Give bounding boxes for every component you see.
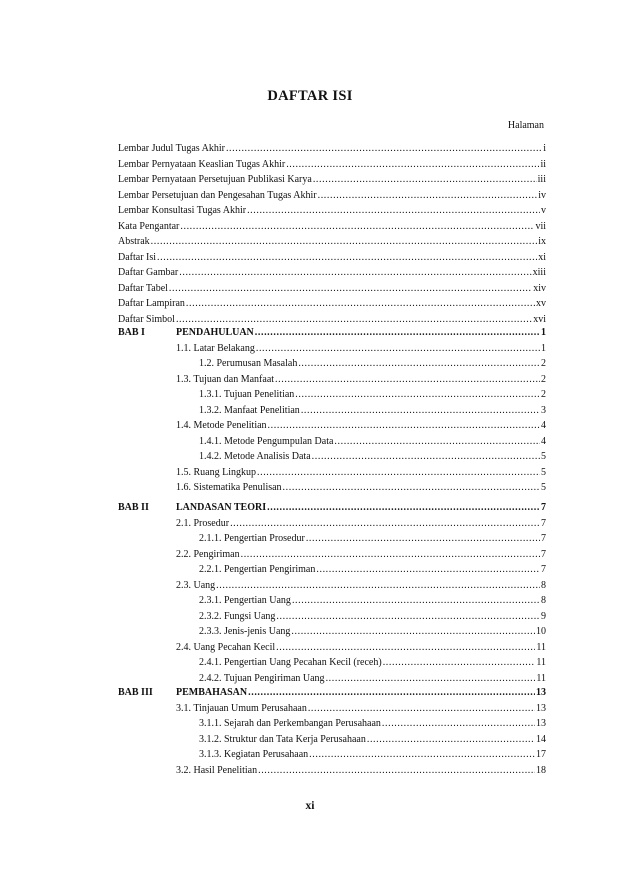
toc-entry-page: 7 xyxy=(541,548,546,560)
toc-entry-page: 5 xyxy=(541,482,546,493)
toc-entry-label: 2.3.3. Jenis-jenis Uang xyxy=(199,626,291,637)
toc-section-entry xyxy=(176,641,546,654)
dot-leader xyxy=(258,764,535,777)
dot-leader xyxy=(316,563,540,576)
toc-entry-page: iii xyxy=(537,174,546,185)
dot-leader xyxy=(309,748,535,761)
toc-section-entry xyxy=(176,419,546,432)
toc-entry-page: xi xyxy=(538,251,546,263)
chapter-number: BAB III xyxy=(118,687,153,698)
toc-entry-page: 3 xyxy=(541,404,546,416)
toc-entry-page: 5 xyxy=(541,466,546,478)
toc-chapter-entry xyxy=(176,326,546,339)
dot-leader xyxy=(230,517,540,530)
toc-subsection-entry xyxy=(199,357,546,370)
dot-leader xyxy=(383,656,536,669)
toc-section-entry xyxy=(176,702,546,715)
toc-subsection-entry xyxy=(199,404,546,417)
dot-leader xyxy=(312,450,540,463)
dot-leader xyxy=(169,282,532,295)
toc-subsection-entry xyxy=(199,748,546,761)
toc-entry-label: 1.3.2. Manfaat Penelitian xyxy=(199,404,300,416)
dot-leader xyxy=(275,373,540,386)
toc-entry-label: PEMBAHASAN xyxy=(176,687,248,698)
toc-section-entry xyxy=(176,373,546,386)
toc-front-entry xyxy=(118,173,546,186)
toc-entry-label: Lembar Konsultasi Tugas Akhir xyxy=(118,205,247,216)
toc-entry-label: 3.1.2. Struktur dan Tata Kerja Perusahaan xyxy=(199,733,366,745)
toc-front-entry xyxy=(118,266,546,279)
toc-entry-label: 2.4. Uang Pecahan Kecil xyxy=(176,641,276,653)
toc-entry-page: 13 xyxy=(536,702,546,714)
toc-section-entry xyxy=(176,517,546,530)
dot-leader xyxy=(247,204,540,217)
dot-leader xyxy=(313,173,537,186)
toc-entry-page: 1 xyxy=(541,327,546,338)
dot-leader xyxy=(248,686,535,699)
toc-entry-label: 2.4.2. Tujuan Pengiriman Uang xyxy=(199,672,325,684)
toc-entry-label: 2.3.1. Pengertian Uang xyxy=(199,595,291,606)
dot-leader xyxy=(334,435,540,448)
dot-leader xyxy=(276,610,540,623)
toc-front-entry xyxy=(118,297,546,310)
toc-entry-page: v xyxy=(541,205,546,216)
toc-entry-label: 2.3.2. Fungsi Uang xyxy=(199,610,276,622)
dot-leader xyxy=(176,313,532,326)
toc-entry-label: 1.1. Latar Belakang xyxy=(176,342,255,354)
toc-entry-page: xiv xyxy=(533,282,546,294)
toc-front-entry xyxy=(118,142,546,155)
toc-entry-label: 1.5. Ruang Lingkup xyxy=(176,466,256,478)
toc-entry-label: Kata Pengantar xyxy=(118,220,180,232)
toc-entry-label: Abstrak xyxy=(118,236,150,247)
toc-entry-label: 2.3. Uang xyxy=(176,579,216,591)
dot-leader xyxy=(382,717,535,730)
toc-entry-page: xiii xyxy=(532,267,546,278)
dot-leader xyxy=(255,326,540,339)
toc-entry-page: 5 xyxy=(541,451,546,462)
toc-entry-page: 17 xyxy=(536,749,546,760)
toc-entry-page: 8 xyxy=(541,579,546,591)
toc-subsection-entry xyxy=(199,563,546,576)
toc-section-entry xyxy=(176,548,546,561)
toc-entry-label: Lembar Pernyataan Keaslian Tugas Akhir xyxy=(118,158,286,170)
toc-front-entry xyxy=(118,235,546,248)
toc-entry-label: 2.4.1. Pengertian Uang Pecahan Kecil (receh) xyxy=(199,657,382,668)
toc-front-entry xyxy=(118,313,546,326)
toc-entry-label: 1.3. Tujuan dan Manfaat xyxy=(176,373,275,385)
toc-entry-page: ix xyxy=(538,236,546,247)
toc-entry-label: 1.2. Perumusan Masalah xyxy=(199,358,298,369)
dot-leader xyxy=(276,641,535,654)
dot-leader xyxy=(268,419,540,432)
dot-leader xyxy=(318,189,538,202)
dot-leader xyxy=(306,532,540,545)
toc-entry-page: ii xyxy=(540,158,546,170)
toc-entry-label: 3.1.3. Kegiatan Perusahaan xyxy=(199,749,309,760)
dot-leader xyxy=(291,625,535,638)
toc-entry-label: 2.2. Pengiriman xyxy=(176,548,240,560)
toc-front-entry xyxy=(118,204,546,217)
toc-entry-label: Lembar Pernyataan Persetujuan Publikasi Karya xyxy=(118,174,312,185)
toc-front-entry xyxy=(118,282,546,295)
toc-entry-page: 4 xyxy=(541,435,546,447)
toc-subsection-entry xyxy=(199,388,546,401)
toc-entry-page: 11 xyxy=(536,657,546,668)
toc-entry-label: PENDAHULUAN xyxy=(176,327,254,338)
toc-subsection-entry xyxy=(199,625,546,638)
toc-front-entry xyxy=(118,251,546,264)
toc-entry-page: iv xyxy=(538,189,546,201)
dot-leader xyxy=(226,142,542,155)
toc-section-entry xyxy=(176,342,546,355)
toc-entry-page: 7 xyxy=(541,502,546,513)
toc-subsection-entry xyxy=(199,672,546,685)
dot-leader xyxy=(283,481,540,494)
toc-entry-page: 2 xyxy=(541,358,546,369)
dot-leader xyxy=(179,266,531,279)
dot-leader xyxy=(257,466,540,479)
dot-leader xyxy=(267,501,540,514)
toc-entry-label: 1.4.2. Metode Analisis Data xyxy=(199,451,311,462)
chapter-number: BAB I xyxy=(118,327,145,338)
toc-subsection-entry xyxy=(199,733,546,746)
toc-entry-page: 7 xyxy=(541,517,546,529)
toc-front-entry xyxy=(118,158,546,171)
dot-leader xyxy=(308,702,535,715)
dot-leader xyxy=(301,404,540,417)
toc-entry-page: 10 xyxy=(536,626,546,637)
dot-leader xyxy=(216,579,540,592)
toc-chapter-entry xyxy=(176,501,546,514)
toc-entry-page: vii xyxy=(535,220,546,232)
toc-section-entry xyxy=(176,764,546,777)
dot-leader xyxy=(367,733,535,746)
toc-entry-page: 2 xyxy=(541,373,546,385)
toc-front-entry xyxy=(118,220,546,233)
toc-entry-label: Daftar Gambar xyxy=(118,267,179,278)
toc-entry-label: Lembar Judul Tugas Akhir xyxy=(118,143,225,154)
toc-subsection-entry xyxy=(199,610,546,623)
toc-entry-label: 1.4. Metode Penelitian xyxy=(176,420,267,431)
toc-entry-label: 2.1.1. Pengertian Prosedur xyxy=(199,533,305,544)
toc-entry-page: xvi xyxy=(533,313,546,325)
toc-entry-label: Daftar Tabel xyxy=(118,282,168,294)
toc-entry-page: 2 xyxy=(541,389,546,400)
toc-entry-page: 8 xyxy=(541,595,546,606)
toc-entry-label: 1.6. Sistematika Penulisan xyxy=(176,482,282,493)
toc-entry-label: LANDASAN TEORI xyxy=(176,502,267,513)
toc-subsection-entry xyxy=(199,594,546,607)
toc-entry-label: 3.1. Tinjauan Umum Perusahaan xyxy=(176,702,307,714)
page-title: DAFTAR ISI xyxy=(267,88,353,104)
toc-entry-page: 13 xyxy=(536,687,546,698)
toc-entry-label: 3.1.1. Sejarah dan Perkembangan Perusahaan xyxy=(199,718,381,729)
toc-entry-page: 18 xyxy=(536,764,546,776)
dot-leader xyxy=(256,342,540,355)
dot-leader xyxy=(241,548,540,561)
dot-leader xyxy=(186,297,535,310)
toc-entry-label: Daftar Simbol xyxy=(118,313,175,325)
toc-entry-page: xv xyxy=(536,298,546,309)
toc-entry-page: 9 xyxy=(541,610,546,622)
dot-leader xyxy=(286,158,539,171)
toc-entry-label: 1.3.1. Tujuan Penelitian xyxy=(199,389,295,400)
toc-entry-page: 11 xyxy=(536,641,546,653)
toc-subsection-entry xyxy=(199,656,546,669)
halaman-label: Halaman xyxy=(507,120,544,131)
chapter-number: BAB II xyxy=(118,502,149,513)
dot-leader xyxy=(151,235,538,248)
page-number: xi xyxy=(305,800,315,812)
toc-entry-label: 3.2. Hasil Penelitian xyxy=(176,764,258,776)
toc-entry-page: 13 xyxy=(536,718,546,729)
toc-chapter-entry xyxy=(176,686,546,699)
dot-leader xyxy=(157,251,537,264)
dot-leader xyxy=(298,357,540,370)
toc-entry-label: Daftar Lampiran xyxy=(118,298,185,309)
dot-leader xyxy=(292,594,540,607)
toc-entry-label: Daftar Isi xyxy=(118,251,157,263)
toc-entry-label: 2.2.1. Pengertian Pengiriman xyxy=(199,564,316,575)
toc-entry-page: 7 xyxy=(541,564,546,575)
toc-subsection-entry xyxy=(199,435,546,448)
toc-section-entry xyxy=(176,466,546,479)
toc-entry-page: 11 xyxy=(536,672,546,684)
toc-entry-label: 1.4.1. Metode Pengumpulan Data xyxy=(199,435,334,447)
toc-subsection-entry xyxy=(199,450,546,463)
toc-entry-label: Lembar Persetujuan dan Pengesahan Tugas Akhir xyxy=(118,189,317,201)
toc-entry-page: 1 xyxy=(541,342,546,354)
toc-front-entry xyxy=(118,189,546,202)
dot-leader xyxy=(295,388,540,401)
toc-entry-page: 7 xyxy=(541,533,546,544)
dot-leader xyxy=(180,220,534,233)
dot-leader xyxy=(326,672,536,685)
toc-entry-page: 4 xyxy=(541,420,546,431)
toc-entry-page: i xyxy=(543,143,546,154)
toc-section-entry xyxy=(176,579,546,592)
toc-subsection-entry xyxy=(199,717,546,730)
toc-entry-label: 2.1. Prosedur xyxy=(176,517,230,529)
toc-section-entry xyxy=(176,481,546,494)
toc-subsection-entry xyxy=(199,532,546,545)
toc-entry-page: 14 xyxy=(536,733,546,745)
